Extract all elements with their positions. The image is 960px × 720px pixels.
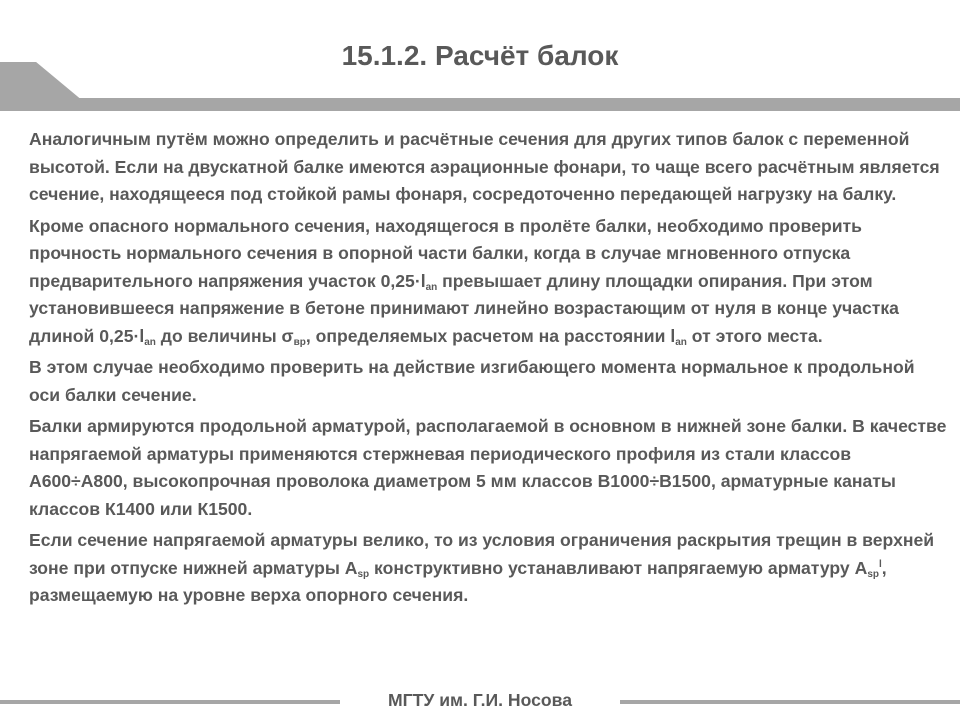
paragraph-text: от этого места. (686, 325, 823, 346)
subscript: sp (357, 568, 370, 580)
paragraph-text: , определяемых расчетом на расстоянии l (305, 325, 676, 346)
body-paragraph-2 (29, 213, 949, 351)
footer-line-right (620, 700, 960, 704)
paragraph-text: , размещаемую на уровне верха опорного сечения. (29, 557, 887, 605)
slide-title: 15.1.2. Расчёт балок (341, 40, 619, 71)
title-underline-band (0, 98, 960, 111)
subscript: sp (867, 568, 879, 580)
paragraph-text: Аналогичным путём можно определить и расчётные сечения для других типов балок с переменной высотой. Если на двускатной балке имеются аэрационные фонари, то чаще всего расчётным является сечение, находящееся под стойкой рамы фонаря, сосредоточенно передающей нагрузку на балку. (29, 129, 940, 204)
paragraph-text: В этом случае необходимо проверить на действие изгибающего момента нормальное к продольной оси балки сечение. (29, 357, 915, 405)
paragraph-text: до величины σ (155, 325, 294, 346)
body-paragraph-5 (29, 527, 949, 610)
body-paragraph-1 (29, 126, 949, 209)
paragraph-text: Кроме опасного нормального сечения, находящегося в пролёте балки, необходимо проверить прочность нормального сечения в опорной части балки, когда в случае мгновенного отпуска предварительного напряжения участок 0,25·l (29, 215, 862, 291)
paragraph-text: Если сечение напрягаемой арматуры велико, то из условия ограничения раскрытия трещин в верхней зоне при отпуске нижней арматуры A (29, 530, 935, 578)
body-paragraph-3 (29, 354, 949, 409)
paragraph-text: Балки армируются продольной арматурой, располагаемой в основном в нижней зоне балки. В качестве напрягаемой арматуры применяются стержневая периодического профиля из стали классов А600÷А800, высокопрочная проволока диаметром 5 мм классов В1000÷В1500, арматурные канаты классов К1400 или К1500. (29, 416, 947, 519)
superscript: l (878, 558, 882, 570)
footer-institution: МГТУ им. Г.И. Носова (387, 690, 573, 710)
slide-body (29, 126, 949, 614)
paragraph-text: превышает длину площадки опирания. При этом установившееся напряжение в бетоне принимают линейно возрастающим от нуля в конце участка длиной 0,25·l (29, 270, 899, 346)
footer-line-left (0, 700, 340, 704)
subscript: an (675, 336, 687, 348)
subscript: an (425, 281, 438, 293)
body-paragraph-4 (29, 413, 949, 523)
paragraph-text: конструктивно устанавливают напрягаемую арматуру A (369, 557, 868, 578)
subscript: вр (293, 336, 306, 348)
subscript: an (144, 336, 156, 348)
